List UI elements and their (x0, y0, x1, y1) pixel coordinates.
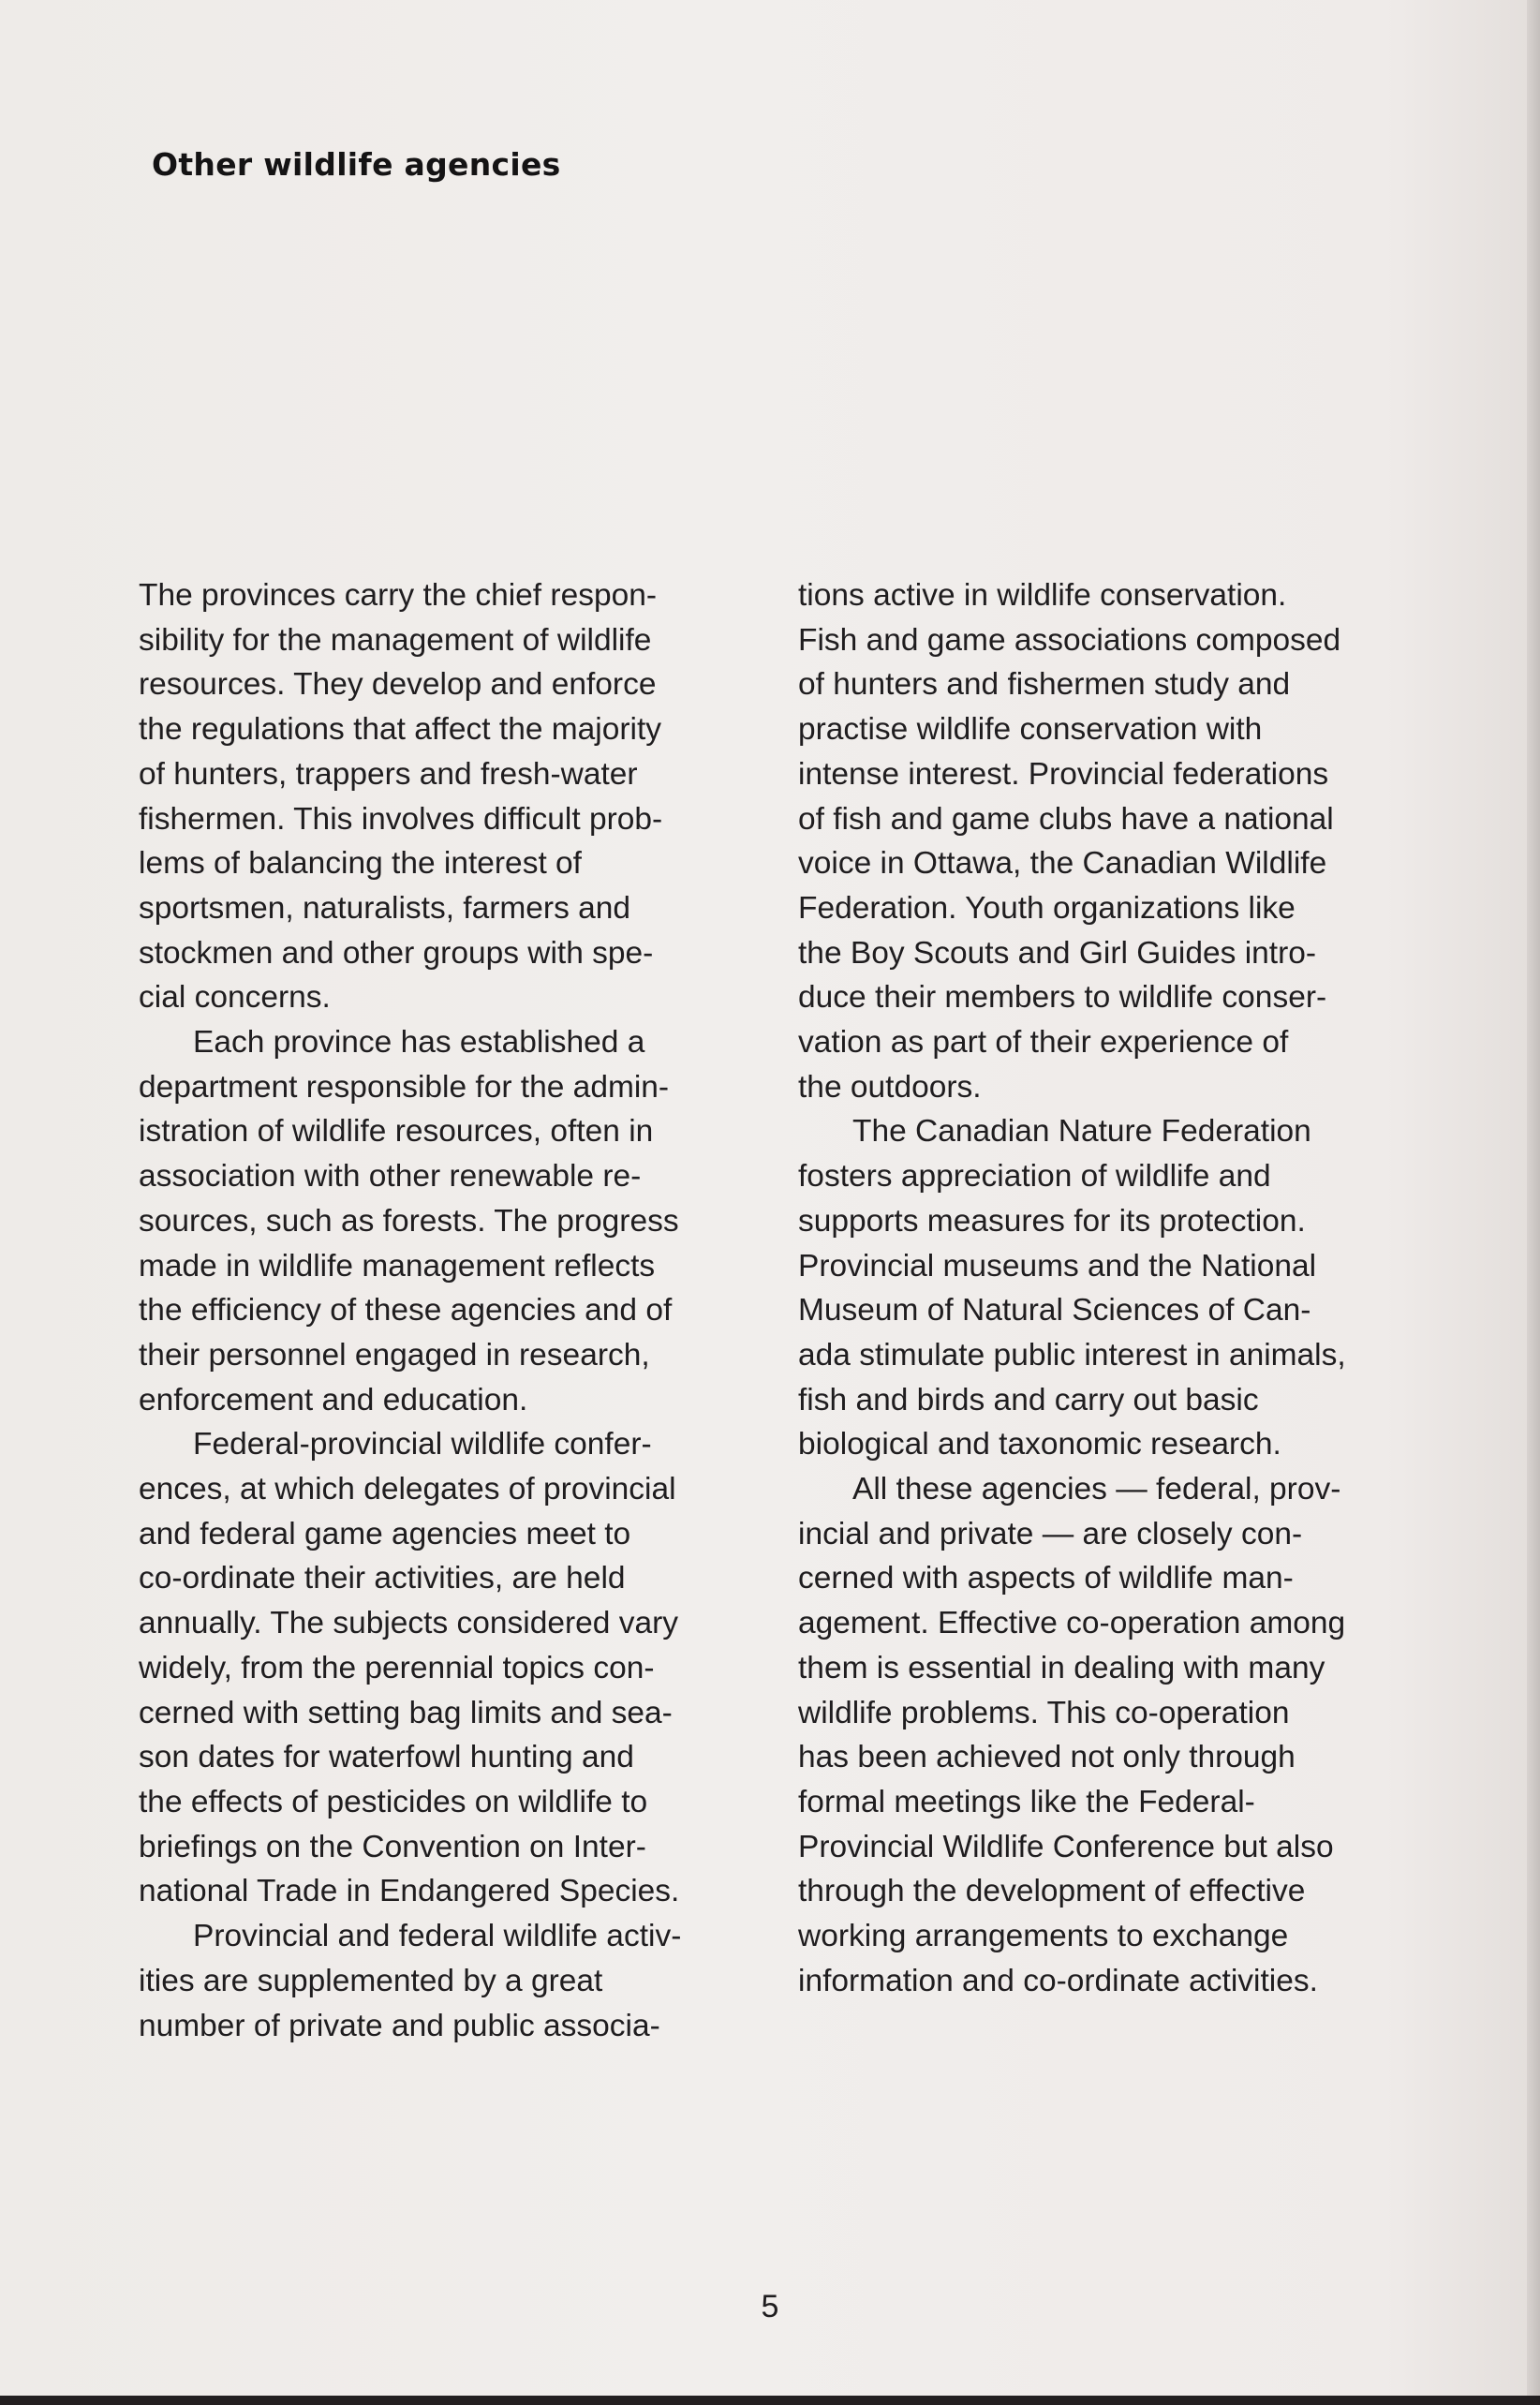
text-line: The Canadian Nature Federation (852, 1114, 1311, 1150)
text-line: Museum of Natural Sciences of Can- (798, 1293, 1311, 1329)
text-line: Provincial museums and the National (798, 1248, 1317, 1284)
text-line: Provincial Wildlife Conference but also (798, 1829, 1334, 1864)
text-line: enforcement and education. (139, 1382, 528, 1418)
text-line: and federal game agencies meet to (139, 1516, 631, 1551)
text-line: them is essential in dealing with many (798, 1650, 1325, 1685)
text-line: working arrangements to exchange (798, 1919, 1289, 1954)
text-line: through the development of effective (798, 1874, 1306, 1909)
text-line: agement. Effective co-operation among (798, 1606, 1346, 1641)
text-line: wildlife problems. This co-operation (798, 1695, 1290, 1730)
text-line: biological and taxonomic research. (798, 1427, 1281, 1462)
text-line: All these agencies — federal, prov- (852, 1472, 1341, 1507)
text-line: incial and private — are closely con- (798, 1516, 1303, 1551)
text-line: has been achieved not only through (798, 1740, 1296, 1775)
text-line: practise wildlife conservation with (798, 712, 1263, 748)
text-line: fosters appreciation of wildlife and (798, 1159, 1271, 1195)
left-text-column (139, 573, 757, 2048)
text-line: duce their members to wildlife conser- (798, 980, 1327, 1016)
text-line: made in wildlife management reflects (139, 1248, 656, 1284)
text-line: lems of balancing the interest of (139, 846, 582, 882)
text-line: The provinces carry the chief respon- (139, 578, 657, 613)
page-bottom-edge (0, 2396, 1540, 2405)
text-line: sportsmen, naturalists, farmers and (139, 890, 631, 926)
text-line: cerned with setting bag limits and sea- (139, 1695, 673, 1730)
text-line: co-ordinate their activities, are held (139, 1561, 626, 1596)
text-line: national Trade in Endangered Species. (139, 1874, 680, 1909)
text-line: the Boy Scouts and Girl Guides intro- (798, 935, 1317, 971)
text-line: cial concerns. (139, 980, 331, 1016)
right-text-column (798, 573, 1421, 2004)
text-line: the outdoors. (798, 1069, 982, 1105)
text-line: fishermen. This involves difficult prob- (139, 801, 663, 837)
text-line: the effects of pesticides on wildlife to (139, 1784, 648, 1819)
text-line: istration of wildlife resources, often in (139, 1114, 654, 1150)
text-line: association with other renewable re- (139, 1159, 642, 1195)
text-line: Fish and game associations composed (798, 622, 1341, 658)
text-line: vation as part of their experience of (798, 1025, 1289, 1061)
page-number: 5 (761, 2289, 779, 2324)
text-line: of hunters and fishermen study and (798, 667, 1291, 703)
text-line: intense interest. Provincial federations (798, 756, 1329, 792)
text-line: cerned with aspects of wildlife man- (798, 1561, 1294, 1596)
page-right-edge (1527, 0, 1540, 2405)
text-line: son dates for waterfowl hunting and (139, 1740, 634, 1775)
text-line: Federal-provincial wildlife confer- (193, 1427, 652, 1462)
text-line: sources, such as forests. The progress (139, 1203, 679, 1239)
text-line: voice in Ottawa, the Canadian Wildlife (798, 846, 1327, 882)
text-line: tions active in wildlife conservation. (798, 578, 1287, 613)
text-line: ada stimulate public interest in animals, (798, 1337, 1346, 1373)
text-line: fish and birds and carry out basic (798, 1382, 1259, 1418)
text-line: stockmen and other groups with spe- (139, 935, 654, 971)
text-line: of fish and game clubs have a national (798, 801, 1334, 837)
section-heading: Other wildlife agencies (152, 146, 561, 183)
text-line: annually. The subjects considered vary (139, 1606, 679, 1641)
text-line: of hunters, trappers and fresh-water (139, 756, 638, 792)
text-line: Each province has established a (193, 1025, 645, 1061)
text-line: ities are supplemented by a great (139, 1963, 603, 1998)
text-line: department responsible for the admin- (139, 1069, 670, 1105)
text-line: information and co-ordinate activities. (798, 1963, 1318, 1998)
text-line: their personnel engaged in research, (139, 1337, 650, 1373)
text-line: sibility for the management of wildlife (139, 622, 652, 658)
text-line: formal meetings like the Federal- (798, 1784, 1255, 1819)
text-line: the efficiency of these agencies and of (139, 1293, 673, 1329)
text-line: Provincial and federal wildlife activ- (193, 1919, 682, 1954)
text-line: briefings on the Convention on Inter- (139, 1829, 646, 1864)
text-line: the regulations that affect the majority (139, 712, 662, 748)
text-line: widely, from the perennial topics con- (139, 1650, 655, 1685)
text-line: resources. They develop and enforce (139, 667, 657, 703)
text-line: number of private and public associa- (139, 2008, 660, 2043)
text-line: Federation. Youth organizations like (798, 890, 1296, 926)
text-line: supports measures for its protection. (798, 1203, 1306, 1239)
text-line: ences, at which delegates of provincial (139, 1472, 676, 1507)
